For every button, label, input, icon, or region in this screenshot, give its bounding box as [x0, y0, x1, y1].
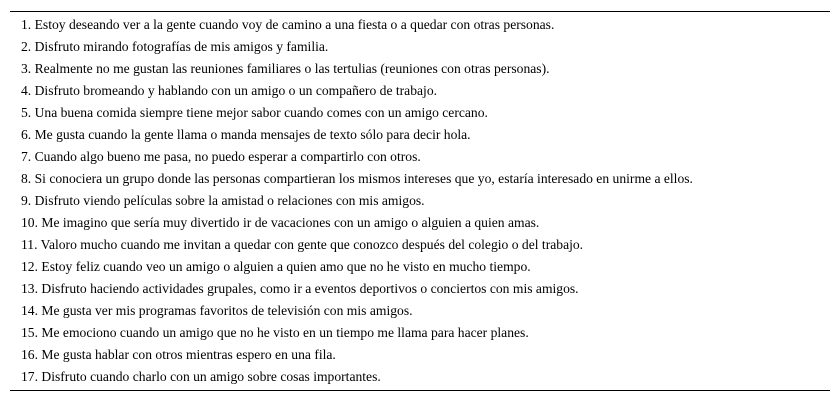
table-row: 17. Disfruto cuando charlo con un amigo sobre cosas importantes. [21, 369, 381, 384]
table-row: 7. Cuando algo bueno me pasa, no puedo esperar a compartirlo con otros. [21, 149, 421, 164]
table-row: 4. Disfruto bromeando y hablando con un amigo o un compañero de trabajo. [21, 83, 438, 98]
table-row: 3. Realmente no me gustan las reuniones familiares o las tertulias (reuniones con otras personas). [21, 61, 550, 76]
questionnaire-table [10, 11, 830, 391]
table-row: 8. Si conociera un grupo donde las personas compartieran los mismos intereses que yo, estaría interesado en unirme a ellos. [21, 171, 693, 186]
table-row: 14. Me gusta ver mis programas favoritos de televisión con mis amigos. [21, 303, 413, 318]
table-row: 1. Estoy deseando ver a la gente cuando voy de camino a una fiesta o a quedar con otras personas. [21, 17, 555, 32]
table-row: 15. Me emociono cuando un amigo que no he visto en un tiempo me llama para hacer planes. [21, 325, 529, 340]
table-row: 6. Me gusta cuando la gente llama o manda mensajes de texto sólo para decir hola. [21, 127, 471, 142]
table-row: 11. Valoro mucho cuando me invitan a quedar con gente que conozco después del colegio o del trabajo. [21, 237, 584, 252]
table-row: 9. Disfruto viendo películas sobre la amistad o relaciones con mis amigos. [21, 193, 425, 208]
table-row: 12. Estoy feliz cuando veo un amigo o alguien a quien amo que no he visto en mucho tiempo. [21, 259, 531, 274]
table-row: 10. Me imagino que sería muy divertido ir de vacaciones con un amigo o alguien a quien amas. [21, 215, 540, 230]
table-row: 13. Disfruto haciendo actividades grupales, como ir a eventos deportivos o conciertos con mis amigos. [21, 281, 579, 296]
table-row: 2. Disfruto mirando fotografías de mis amigos y familia. [21, 39, 329, 54]
table-row: 5. Una buena comida siempre tiene mejor sabor cuando comes con un amigo cercano. [21, 105, 488, 120]
table-row: 16. Me gusta hablar con otros mientras espero en una fila. [21, 347, 336, 362]
